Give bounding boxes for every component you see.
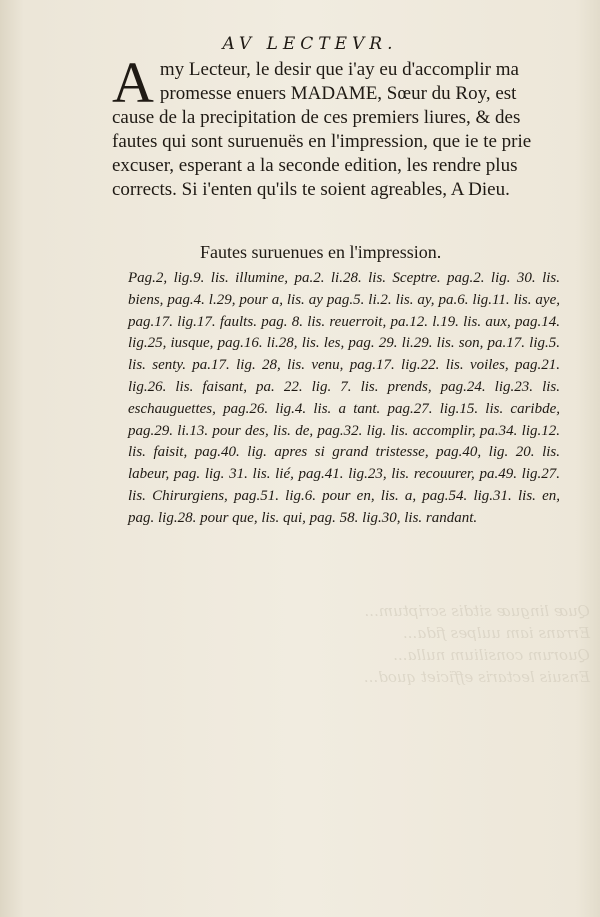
show-through-text: Quæ linguæ sitdis scriptum... Errans iam uulpes fida... Quorum consilium nulla... Ensuis lectaris efficiet quod...: [363, 602, 590, 686]
errata-title: Fautes suruenues en l'impression.: [200, 242, 442, 262]
intro-paragraph: [112, 50, 562, 202]
errata-list: Pag.2, lig.9. lis. illumine, pa.2. li.28. lis. Sceptre. pag.2. lig. 30. lis. biens, pag.4. l.29, pour a, lis. ay pag.5. li.2. lis. ay, pa.6. lig.11. lis. aye, pag.17. lig.17. faults. pag. 8. lis. reuerroit, pa.12. l.19. lis. aux, pag.14. lig.25, iusque, pag.16. li.28, lis. les, pag. 29. li.29. lis. son, pa.17. lig.5. lis. senty. pa.17. lig. 28, lis. venu, pag.17. lig.22. lis. voiles, pag.21. lig.26. lis. faisant, pa. 22. lig. 7. lis. prends, pag.24. lig.23. lis. eschauguettes, pag.26. lig.4. lis. a tant. pag.27. lig.15. lis. caribde, pag.29. li.13. pour des, lis. de, pag.32. lig. lis. accomplir, pa.34. lig.12. lis. faisit, pag.40. lig. apres si grand tristesse, pag.40, lig. 20. lis. labeur, pag. lig. 31. lis. lié, pag.41. lig.23, lis. recouurer, pa.49. lig.27. lis. Chirurgiens, pag.51. lig.6. pour en, lis. a, pag.54. lig.31. lis. en, pag. lig.28. pour que, lis. qui, pag. 58. lig.30, lis. randant.: [128, 270, 560, 526]
intro-text: my Lecteur, le desir que i'ay eu d'accomplir ma promesse enuers MADAME, Sœur du Roy, est cause de la precipitation de ces premiers liures, & des fautes qui sont suruenuës en l'impression, que ie te prie excuser, esperant a la seconde edition, les rendre plus corrects. Si i'enten qu'ils te soient agreables, A Dieu.: [112, 59, 532, 200]
drop-cap: A: [112, 50, 154, 115]
page-header: AV LECTEVR.: [222, 34, 398, 54]
